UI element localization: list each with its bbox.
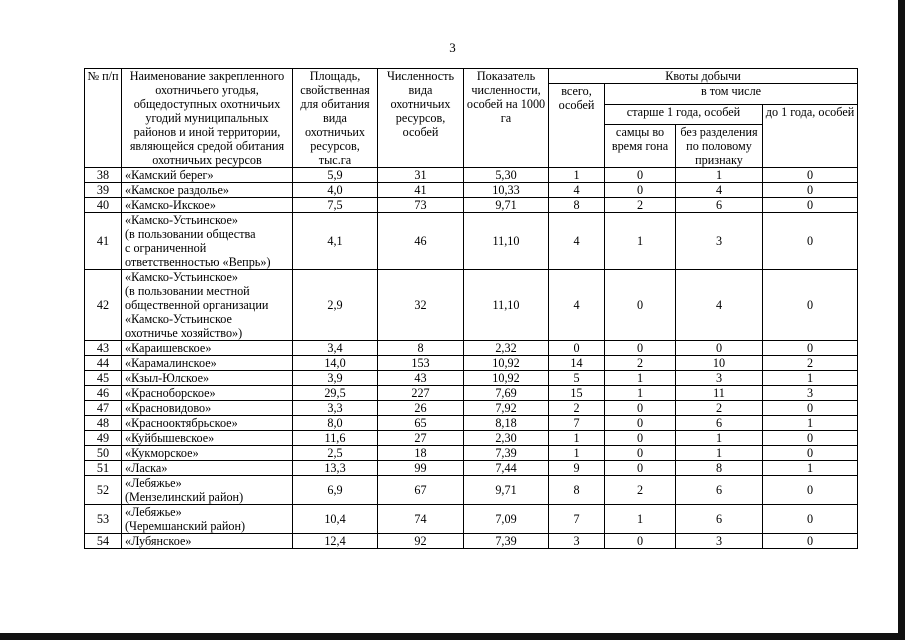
cell-name-line: охотничье хозяйство») xyxy=(125,326,243,340)
cell-name xyxy=(122,416,293,431)
cell-males: 1 xyxy=(605,213,676,270)
cell-name-line: «Камский берег» xyxy=(125,168,214,182)
cell-population: 18 xyxy=(378,446,464,461)
cell-number: 41 xyxy=(85,213,122,270)
table-row xyxy=(85,198,858,213)
cell-area: 2,5 xyxy=(293,446,378,461)
cell-density: 7,44 xyxy=(464,461,549,476)
cell-name-line: «Лебяжье» xyxy=(125,476,182,490)
cell-area: 11,6 xyxy=(293,431,378,446)
cell-name xyxy=(122,270,293,341)
cell-density: 11,10 xyxy=(464,213,549,270)
cell-name-line: «Камское раздолье» xyxy=(125,183,229,197)
cell-total: 4 xyxy=(549,213,605,270)
cell-density: 7,69 xyxy=(464,386,549,401)
cell-name xyxy=(122,341,293,356)
cell-density: 8,18 xyxy=(464,416,549,431)
table-row xyxy=(85,461,858,476)
cell-name-line: «Ласка» xyxy=(125,461,168,475)
cell-males: 1 xyxy=(605,386,676,401)
cell-population: 31 xyxy=(378,168,464,183)
page-number: 3 xyxy=(449,40,456,55)
cell-name xyxy=(122,356,293,371)
cell-number: 52 xyxy=(85,476,122,505)
cell-young: 0 xyxy=(763,476,858,505)
header-total: всего, особей xyxy=(549,84,605,168)
cell-population: 92 xyxy=(378,534,464,549)
cell-area: 6,9 xyxy=(293,476,378,505)
cell-nosex: 4 xyxy=(676,183,763,198)
cell-number: 48 xyxy=(85,416,122,431)
cell-number: 45 xyxy=(85,371,122,386)
cell-young: 0 xyxy=(763,505,858,534)
cell-number: 53 xyxy=(85,505,122,534)
cell-total: 5 xyxy=(549,371,605,386)
cell-males: 0 xyxy=(605,446,676,461)
cell-density: 10,33 xyxy=(464,183,549,198)
cell-population: 74 xyxy=(378,505,464,534)
cell-total: 7 xyxy=(549,416,605,431)
header-area: Площадь, свойственная для обитания вида охотничьих ресурсов, тыс.га xyxy=(293,69,378,168)
cell-total: 8 xyxy=(549,476,605,505)
cell-density: 7,39 xyxy=(464,534,549,549)
cell-males: 0 xyxy=(605,416,676,431)
cell-nosex: 3 xyxy=(676,213,763,270)
cell-nosex: 6 xyxy=(676,505,763,534)
cell-population: 67 xyxy=(378,476,464,505)
cell-number: 40 xyxy=(85,198,122,213)
cell-name-line: «Камско-Устьинское» xyxy=(125,270,239,284)
cell-young: 0 xyxy=(763,183,858,198)
cell-nosex: 1 xyxy=(676,431,763,446)
cell-males: 0 xyxy=(605,461,676,476)
cell-name-line: «Камско-Устьинское» xyxy=(125,213,239,227)
cell-young: 1 xyxy=(763,371,858,386)
header-males: самцы во время гона xyxy=(605,125,676,168)
cell-total: 4 xyxy=(549,183,605,198)
cell-young: 0 xyxy=(763,198,858,213)
cell-population: 26 xyxy=(378,401,464,416)
hunting-quota-table xyxy=(84,68,858,549)
header-density: Показатель численности, особей на 1000 га xyxy=(464,69,549,168)
cell-name-line: «Красновидово» xyxy=(125,401,212,415)
cell-density: 5,30 xyxy=(464,168,549,183)
cell-nosex: 4 xyxy=(676,270,763,341)
cell-name-line: (Мензелинский район) xyxy=(125,490,244,504)
cell-density: 10,92 xyxy=(464,356,549,371)
cell-name xyxy=(122,534,293,549)
cell-population: 227 xyxy=(378,386,464,401)
cell-nosex: 2 xyxy=(676,401,763,416)
cell-total: 3 xyxy=(549,534,605,549)
cell-name-line: «Камско-Икское» xyxy=(125,198,216,212)
cell-males: 2 xyxy=(605,476,676,505)
cell-total: 7 xyxy=(549,505,605,534)
cell-area: 4,0 xyxy=(293,183,378,198)
cell-young: 2 xyxy=(763,356,858,371)
cell-name-line: (Черемшанский район) xyxy=(125,519,246,533)
cell-number: 51 xyxy=(85,461,122,476)
cell-name xyxy=(122,431,293,446)
cell-males: 0 xyxy=(605,183,676,198)
cell-density: 2,30 xyxy=(464,431,549,446)
cell-nosex: 10 xyxy=(676,356,763,371)
cell-young: 0 xyxy=(763,431,858,446)
cell-total: 4 xyxy=(549,270,605,341)
cell-number: 54 xyxy=(85,534,122,549)
cell-name xyxy=(122,386,293,401)
cell-total: 14 xyxy=(549,356,605,371)
cell-area: 3,4 xyxy=(293,341,378,356)
cell-young: 0 xyxy=(763,270,858,341)
cell-name-line: «Караишевское» xyxy=(125,341,212,355)
cell-name-line: с ограниченной xyxy=(125,241,207,255)
cell-total: 9 xyxy=(549,461,605,476)
cell-density: 2,32 xyxy=(464,341,549,356)
cell-males: 2 xyxy=(605,356,676,371)
header-young: до 1 года, особей xyxy=(763,104,858,168)
cell-total: 1 xyxy=(549,431,605,446)
cell-name-line: (в пользовании общества xyxy=(125,227,256,241)
cell-density: 11,10 xyxy=(464,270,549,341)
cell-name xyxy=(122,446,293,461)
cell-name-line: «Лубянское» xyxy=(125,534,192,548)
cell-total: 2 xyxy=(549,401,605,416)
cell-total: 15 xyxy=(549,386,605,401)
cell-density: 9,71 xyxy=(464,476,549,505)
cell-total: 1 xyxy=(549,446,605,461)
table-body xyxy=(85,168,858,549)
cell-young: 0 xyxy=(763,168,858,183)
cell-area: 2,9 xyxy=(293,270,378,341)
cell-density: 7,09 xyxy=(464,505,549,534)
cell-density: 9,71 xyxy=(464,198,549,213)
cell-young: 1 xyxy=(763,416,858,431)
cell-name-line: «Кзыл-Юлское» xyxy=(125,371,210,385)
cell-males: 0 xyxy=(605,168,676,183)
cell-density: 7,92 xyxy=(464,401,549,416)
cell-number: 39 xyxy=(85,183,122,198)
cell-nosex: 1 xyxy=(676,446,763,461)
cell-number: 44 xyxy=(85,356,122,371)
cell-name-line: «Куйбышевское» xyxy=(125,431,215,445)
cell-number: 38 xyxy=(85,168,122,183)
cell-name xyxy=(122,371,293,386)
cell-males: 0 xyxy=(605,341,676,356)
cell-density: 10,92 xyxy=(464,371,549,386)
cell-males: 0 xyxy=(605,431,676,446)
table-row xyxy=(85,534,858,549)
cell-total: 1 xyxy=(549,168,605,183)
cell-name-line: «Карамалинское» xyxy=(125,356,217,370)
cell-males: 0 xyxy=(605,534,676,549)
cell-name xyxy=(122,505,293,534)
cell-young: 0 xyxy=(763,213,858,270)
cell-young: 0 xyxy=(763,534,858,549)
table-row xyxy=(85,416,858,431)
cell-name-line: «Краснооктябрьское» xyxy=(125,416,238,430)
cell-young: 3 xyxy=(763,386,858,401)
cell-young: 1 xyxy=(763,461,858,476)
cell-population: 8 xyxy=(378,341,464,356)
cell-population: 65 xyxy=(378,416,464,431)
cell-nosex: 6 xyxy=(676,416,763,431)
cell-area: 12,4 xyxy=(293,534,378,549)
cell-males: 0 xyxy=(605,270,676,341)
table-row xyxy=(85,386,858,401)
cell-population: 46 xyxy=(378,213,464,270)
cell-young: 0 xyxy=(763,341,858,356)
cell-number: 50 xyxy=(85,446,122,461)
cell-area: 10,4 xyxy=(293,505,378,534)
cell-name-line: «Лебяжье» xyxy=(125,505,182,519)
cell-density: 7,39 xyxy=(464,446,549,461)
cell-name xyxy=(122,401,293,416)
cell-males: 0 xyxy=(605,401,676,416)
table-row xyxy=(85,446,858,461)
cell-population: 41 xyxy=(378,183,464,198)
header-nosex: без разделения по половому признаку xyxy=(676,125,763,168)
cell-nosex: 0 xyxy=(676,341,763,356)
cell-young: 0 xyxy=(763,446,858,461)
table-row xyxy=(85,270,858,341)
table-row xyxy=(85,476,858,505)
cell-males: 2 xyxy=(605,198,676,213)
cell-area: 14,0 xyxy=(293,356,378,371)
cell-nosex: 11 xyxy=(676,386,763,401)
table-row xyxy=(85,168,858,183)
cell-population: 99 xyxy=(378,461,464,476)
cell-area: 8,0 xyxy=(293,416,378,431)
cell-nosex: 3 xyxy=(676,534,763,549)
cell-name xyxy=(122,213,293,270)
cell-name xyxy=(122,183,293,198)
header-including: в том числе xyxy=(605,84,858,105)
scan-edge-right xyxy=(898,0,905,640)
table-row xyxy=(85,183,858,198)
cell-number: 47 xyxy=(85,401,122,416)
table-row xyxy=(85,356,858,371)
table-row xyxy=(85,431,858,446)
cell-population: 153 xyxy=(378,356,464,371)
cell-males: 1 xyxy=(605,505,676,534)
cell-number: 43 xyxy=(85,341,122,356)
cell-population: 32 xyxy=(378,270,464,341)
header-older: старше 1 года, особей xyxy=(605,104,763,125)
header-quotas: Квоты добычи xyxy=(549,69,858,84)
table-header xyxy=(85,69,858,168)
cell-nosex: 3 xyxy=(676,371,763,386)
table-row xyxy=(85,401,858,416)
table-row xyxy=(85,371,858,386)
cell-name-line: (в пользовании местной xyxy=(125,284,250,298)
cell-name xyxy=(122,168,293,183)
cell-number: 46 xyxy=(85,386,122,401)
cell-name-line: общественной организации xyxy=(125,298,269,312)
cell-number: 49 xyxy=(85,431,122,446)
table-row xyxy=(85,341,858,356)
cell-name xyxy=(122,476,293,505)
cell-name-line: ответственностью «Вепрь») xyxy=(125,255,271,269)
cell-area: 3,3 xyxy=(293,401,378,416)
cell-area: 29,5 xyxy=(293,386,378,401)
cell-area: 7,5 xyxy=(293,198,378,213)
cell-nosex: 8 xyxy=(676,461,763,476)
cell-total: 0 xyxy=(549,341,605,356)
cell-name-line: «Красноборское» xyxy=(125,386,216,400)
cell-number: 42 xyxy=(85,270,122,341)
header-num: № п/п xyxy=(85,69,122,168)
cell-area: 5,9 xyxy=(293,168,378,183)
scan-edge-bottom xyxy=(0,633,905,640)
cell-nosex: 6 xyxy=(676,476,763,505)
cell-area: 3,9 xyxy=(293,371,378,386)
cell-name-line: «Камско-Устьинское xyxy=(125,312,232,326)
cell-population: 43 xyxy=(378,371,464,386)
cell-area: 4,1 xyxy=(293,213,378,270)
cell-area: 13,3 xyxy=(293,461,378,476)
cell-population: 73 xyxy=(378,198,464,213)
cell-nosex: 1 xyxy=(676,168,763,183)
table-row xyxy=(85,213,858,270)
header-population: Численность вида охотничьих ресурсов, особей xyxy=(378,69,464,168)
cell-nosex: 6 xyxy=(676,198,763,213)
cell-population: 27 xyxy=(378,431,464,446)
cell-name xyxy=(122,198,293,213)
cell-total: 8 xyxy=(549,198,605,213)
cell-young: 0 xyxy=(763,401,858,416)
cell-name-line: «Кукморское» xyxy=(125,446,199,460)
header-name: Наименование закрепленного охотничьего угодья, общедоступных охотничьих угодий муниципальных районов и иной территории, являющейся средой обитания охотничьих ресурсов xyxy=(122,69,293,168)
table-row xyxy=(85,505,858,534)
cell-males: 1 xyxy=(605,371,676,386)
cell-name xyxy=(122,461,293,476)
